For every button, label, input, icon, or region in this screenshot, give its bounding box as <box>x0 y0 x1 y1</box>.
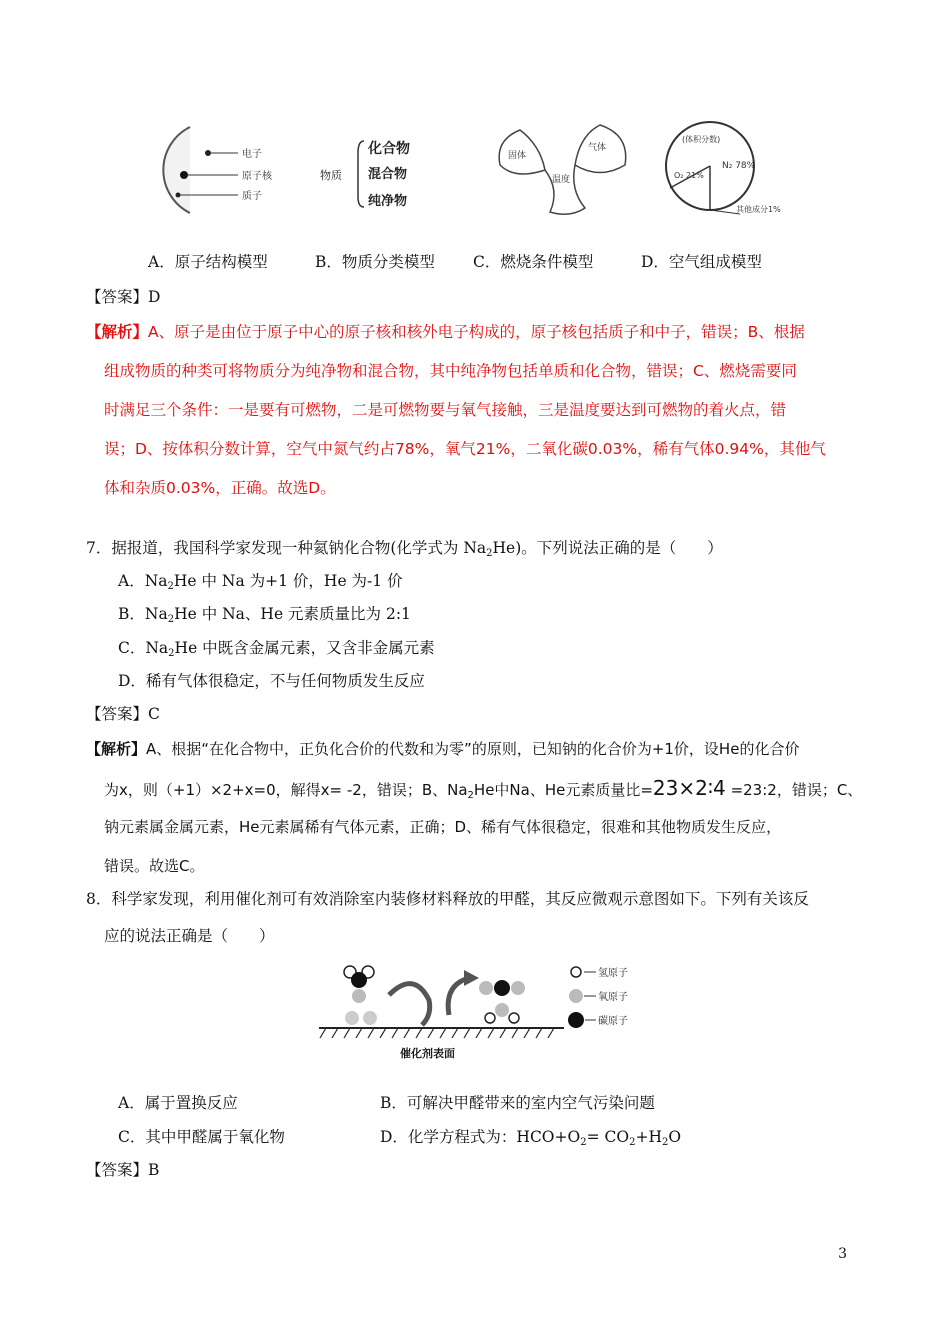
q8-opt-d-sub2: 2 <box>629 1137 636 1148</box>
q7-answer-value: C <box>148 705 160 723</box>
q6-analysis-line-1 <box>86 322 805 342</box>
q6-analysis-line-3: 时满足三个条件：一是要有可燃物，二是可燃物要与氧气接触，三是温度要达到可燃物的着火点，错 <box>104 401 787 419</box>
q6-analysis-text-1: A、原子是由位于原子中心的原子核和核外电子构成的，原子核包括质子和中子，错误；B、根据 <box>148 323 805 341</box>
q6-option-c: C．燃烧条件模型 <box>473 253 594 271</box>
combustion-label-solid: 固体 <box>508 151 527 161</box>
q8-answer <box>86 1160 159 1180</box>
q7-option-d: D．稀有气体很稳定，不与任何物质发生反应 <box>118 672 425 690</box>
q7-opt-b-post: He 中 Na、He 元素质量比为 2:1 <box>174 605 411 623</box>
q6-option-a: A．原子结构模型 <box>148 253 268 271</box>
combustion-label-gas: 气体 <box>588 143 607 153</box>
oxygen-atom-2 <box>363 1011 377 1025</box>
q7-analysis-line-4: 错误。故选C。 <box>104 857 205 875</box>
q7-stem-a: 7．据报道，我国科学家发现一种氦钠化合物(化学式为 Na <box>86 539 487 557</box>
q7-line2-c: =23:2，错误；C、 <box>725 781 863 799</box>
classification-model-figure <box>318 133 428 213</box>
q7-opt-c-post: He 中既含金属元素，又含非金属元素 <box>174 639 435 657</box>
q8-option-b: B．可解决甲醛带来的室内空气污染问题 <box>380 1094 655 1112</box>
q8-stem-line-2: 应的说法正确是（ ） <box>104 927 275 945</box>
q8-stem-line-1: 8．科学家发现，利用催化剂可有效消除室内装修材料释放的甲醛，其反应微观示意图如下。下列有关该反 <box>86 890 809 908</box>
q7-opt-a-pre: A．Na <box>118 572 168 590</box>
q7-opt-c-pre: C．Na <box>118 639 169 657</box>
q7-stem <box>86 538 723 558</box>
q7-stem-sub: 2 <box>486 548 493 559</box>
q6-analysis-line-2: 组成物质的种类可将物质分为纯净物和混合物，其中纯净物包括单质和化合物，错误；C、燃烧需要同 <box>104 362 797 380</box>
q6-analysis-line-4: 误；D、按体积分数计算，空气中氮气约占78%，氧气21%，二氧化碳0.03%，稀有气体0.94%，其他气 <box>104 440 826 458</box>
formaldehyde-o <box>352 989 366 1003</box>
q7-line2-formula: 23×2∶4 <box>652 776 726 800</box>
q8-option-d <box>380 1127 681 1147</box>
q6-answer-value: D <box>148 288 161 306</box>
q8-opt-d-pre: D．化学方程式为：HCO+O <box>380 1128 581 1146</box>
q7-option-b <box>118 604 411 624</box>
q7-line2-sub: 2 <box>467 790 474 801</box>
q7-answer-tag: 【答案】 <box>86 705 149 723</box>
legend-hydrogen: 氢原子 <box>598 968 628 979</box>
q6-answer <box>86 287 160 307</box>
q6-option-d: D．空气组成模型 <box>641 253 762 271</box>
q7-analysis-line-2 <box>104 778 862 800</box>
air-n2: N₂ 78% <box>722 161 756 171</box>
air-composition-figure <box>640 118 820 218</box>
q7-opt-a-sub: 2 <box>167 581 174 592</box>
q7-option-c <box>118 638 435 658</box>
q8-option-a: A．属于置换反应 <box>118 1094 238 1112</box>
co2-o1 <box>479 981 493 995</box>
legend-oxygen: 氧原子 <box>598 992 628 1003</box>
q8-opt-d-mid2: +H <box>635 1128 662 1146</box>
q8-opt-d-sub3: 2 <box>661 1137 669 1148</box>
oxygen-atom-1 <box>345 1011 359 1025</box>
q6-answer-tag: 【答案】 <box>86 288 149 306</box>
formaldehyde-c <box>351 972 367 988</box>
combustion-label-temp: 温度 <box>552 175 571 185</box>
q7-opt-b-pre: B．Na <box>118 605 168 623</box>
q8-answer-value: B <box>148 1161 160 1179</box>
q7-stem-b: He)。下列说法正确的是（ ） <box>492 539 723 557</box>
q8-answer-tag: 【答案】 <box>86 1161 149 1179</box>
catalyst-surface-label: 催化剂表面 <box>400 1047 455 1060</box>
q8-opt-d-post: O <box>668 1128 682 1146</box>
q8-opt-d-sub1: 2 <box>580 1137 587 1148</box>
air-o2: O₂ 21% <box>674 171 704 180</box>
q7-opt-c-sub: 2 <box>168 648 175 659</box>
q7-analysis-line-1 <box>86 739 799 759</box>
class-label-mixture: 混合物 <box>368 167 408 182</box>
atom-label-electron: 电子 <box>242 149 262 160</box>
h2o-h2 <box>509 1013 519 1023</box>
q7-line2-a: 为x，则（+1）×2+x=0，解得x= -2，错误；B、Na <box>104 781 468 799</box>
reaction-diagram <box>314 960 654 1040</box>
air-other: 其他成分1% <box>736 205 781 214</box>
h2o-o <box>495 1003 509 1017</box>
q7-analysis-tag: 【解析】 <box>86 740 147 758</box>
atom-label-nucleus: 原子核 <box>242 171 272 182</box>
q7-opt-b-sub: 2 <box>167 614 175 625</box>
page-number: 3 <box>838 1246 847 1262</box>
q7-option-a <box>118 571 403 591</box>
atom-label-proton: 质子 <box>242 191 262 202</box>
class-label-compound: 化合物 <box>368 141 410 157</box>
atom-model-figure <box>138 125 288 215</box>
co2-c <box>494 980 510 996</box>
q8-option-c: C．其中甲醛属于氧化物 <box>118 1128 285 1146</box>
q7-analysis-text-1: A、根据“在化合物中，正负化合价的代数和为零”的原则，已知钠的化合价为+1价，设He的化合价 <box>146 740 800 758</box>
q7-line2-b: He中Na、He元素质量比= <box>473 781 653 799</box>
air-title: (体积分数) <box>682 135 721 144</box>
class-label-substance: 物质 <box>320 169 342 182</box>
legend-carbon: 碳原子 <box>598 1016 628 1027</box>
q6-analysis-line-5: 体和杂质0.03%，正确。故选D。 <box>104 479 336 497</box>
q7-answer <box>86 704 160 724</box>
q8-opt-d-mid: = CO <box>586 1128 630 1146</box>
q6-analysis-tag: 【解析】 <box>86 323 149 341</box>
co2-o2 <box>511 981 525 995</box>
q6-option-b: B．物质分类模型 <box>315 253 435 271</box>
h2o-h1 <box>485 1013 495 1023</box>
q7-analysis-line-3: 钠元素属金属元素，He元素属稀有气体元素，正确；D、稀有气体很稳定，很难和其他物质发生反应， <box>104 818 782 836</box>
q7-opt-a-post: He 中 Na 为+1 价，He 为-1 价 <box>173 572 403 590</box>
combustion-model-figure <box>490 120 640 220</box>
class-label-pure: 纯净物 <box>368 194 408 209</box>
